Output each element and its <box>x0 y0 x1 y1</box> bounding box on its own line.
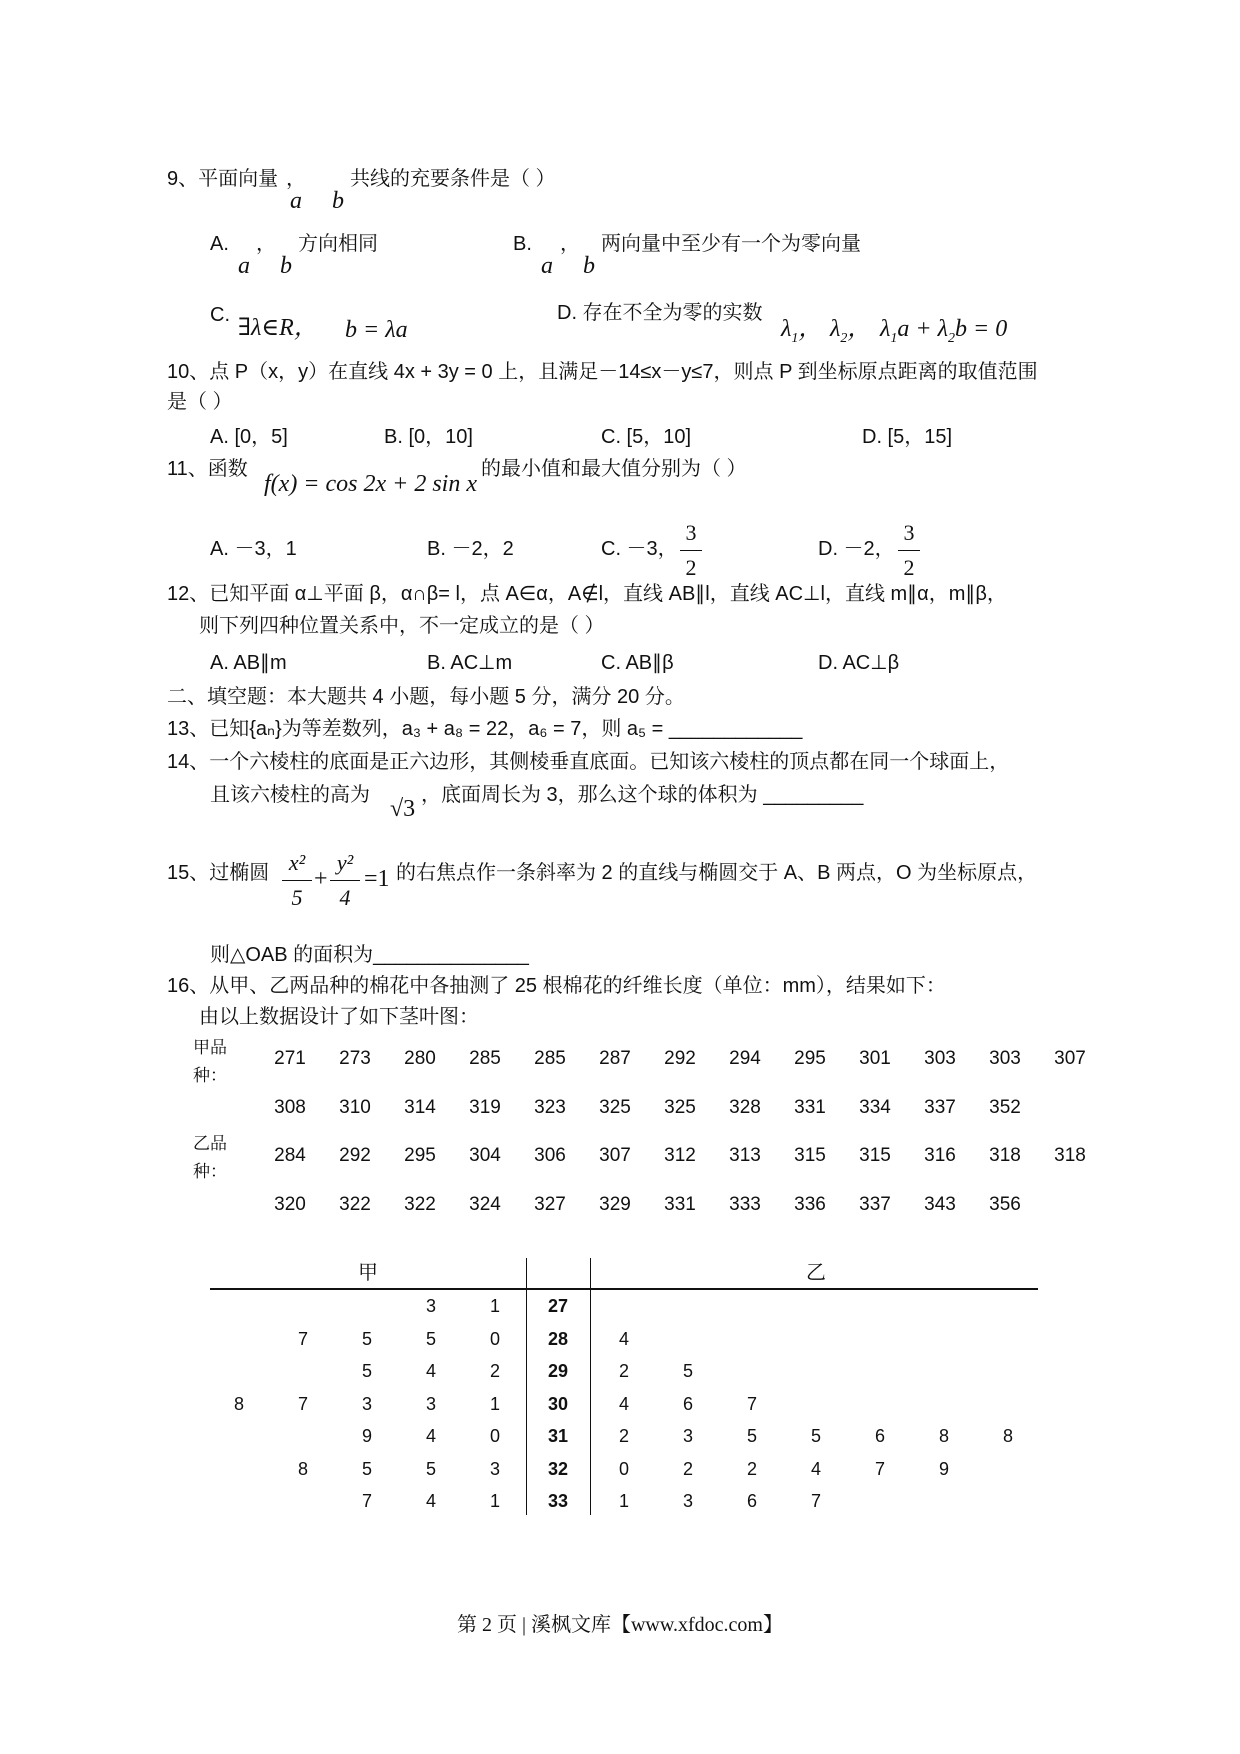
q10-option-b: B. [0，10] <box>384 426 473 448</box>
q16-jia-label: 甲品 种： <box>193 1038 227 1085</box>
q16-data-cell: 280 <box>404 1048 436 1069</box>
stemleaf-stem: 31 <box>547 1426 569 1446</box>
q15-equals-one: =1 <box>364 866 390 892</box>
q9-option-a-label: A. <box>210 233 229 255</box>
stemleaf-left-leaf: 7 <box>297 1328 308 1349</box>
stemleaf-header-rule <box>210 1288 1038 1290</box>
q9-option-b-vec-b: b <box>583 253 595 279</box>
q9-comma: ， <box>286 168 306 190</box>
stemleaf-right-leaf: 8 <box>1002 1426 1013 1446</box>
stemleaf-right-leaf: 7 <box>810 1491 821 1511</box>
q16-data-cell: 294 <box>729 1048 761 1069</box>
q11-option-c-fraction: 3 2 <box>680 520 702 581</box>
q9-option-a-vec-a: a <box>238 253 250 279</box>
stemleaf-stem: 32 <box>547 1458 569 1479</box>
q16-data-cell: 327 <box>534 1194 566 1215</box>
q16-data-cell: 337 <box>859 1194 891 1215</box>
q15-stem: 15、过椭圆 <box>167 862 270 884</box>
stemleaf-right-leaf: 5 <box>810 1426 821 1446</box>
stemleaf-right-leaf: 2 <box>618 1426 629 1446</box>
stemleaf-left-leaf: 5 <box>425 1458 436 1479</box>
q9-option-b-label: B. <box>513 233 532 255</box>
stemleaf-right-leaf: 2 <box>746 1458 757 1479</box>
q16-data-cell: 307 <box>599 1145 631 1166</box>
q16-data-cell: 322 <box>339 1194 371 1215</box>
stemleaf-right-leaf: 0 <box>618 1458 629 1479</box>
q14-stem-line2a: 且该六棱柱的高为 <box>210 784 370 806</box>
q9-option-a-comma: ， <box>256 233 276 255</box>
stemleaf-right-leaf: 8 <box>938 1426 949 1446</box>
q16-data-cell: 313 <box>729 1145 761 1166</box>
stemleaf-left-leaf: 7 <box>297 1393 308 1414</box>
q16-data-cell: 319 <box>469 1097 501 1118</box>
q11-option-c: C. －3， <box>601 538 678 560</box>
q16-data-cell: 318 <box>989 1145 1021 1166</box>
q11-stem-tail: 的最小值和最大值分别为（ ） <box>481 458 747 480</box>
stemleaf-stem: 30 <box>547 1393 569 1414</box>
q9-option-c-math2: b = λa <box>345 317 408 343</box>
q15-stem-line2: 则△OAB 的面积为______________ <box>210 944 529 966</box>
q9-option-a-text: 方向相同 <box>298 233 378 255</box>
q11-stem: 11、函数 <box>167 458 248 480</box>
q11-option-d-fraction: 3 2 <box>898 520 920 581</box>
q16-data-cell: 323 <box>534 1097 566 1118</box>
stemleaf-right-leaf: 6 <box>746 1491 757 1511</box>
stemleaf-right-leaf: 7 <box>874 1458 885 1479</box>
q9-option-d-equation: $\lambda_1a + \lambda_2b = 0$ <box>880 316 1008 346</box>
page-footer: 第 2 页 | 溪枫文库【www.xfdoc.com】 <box>456 1614 783 1636</box>
q16-yi-label: 乙品 种： <box>193 1134 227 1181</box>
stemleaf-left-leaf: 1 <box>489 1296 500 1316</box>
q10-stem-line1: 10、点 P（x，y）在直线 4x + 3y = 0 上，且满足－14≤x－y≤7，则点 P 到坐标原点距离的取值范围 <box>167 361 1038 383</box>
q16-data-cell: 325 <box>664 1097 696 1118</box>
q10-option-d: D. [5，15] <box>862 426 953 448</box>
q9-option-c-label: C. <box>210 304 230 326</box>
q16-data-cell: 334 <box>859 1097 891 1118</box>
q12-option-c: C. AB∥β <box>601 652 674 674</box>
q16-stem-line2: 由以上数据设计了如下茎叶图： <box>199 1006 479 1028</box>
q16-data-cell: 324 <box>469 1194 501 1215</box>
stemleaf-left-leaf: 3 <box>425 1393 436 1414</box>
stemleaf-right-leaf: 4 <box>810 1458 821 1479</box>
stemleaf-left-leaf: 4 <box>425 1426 436 1446</box>
stemleaf-left-leaf: 5 <box>361 1361 372 1381</box>
q16-data-cell: 336 <box>794 1194 826 1215</box>
q12-option-a: A. AB∥m <box>210 652 287 674</box>
q16-data-cell: 315 <box>794 1145 826 1166</box>
q14-stem-line2b: ，底面周长为 3，那么这个球的体积为 _________ <box>421 784 864 806</box>
stemleaf-right-leaf: 2 <box>682 1458 693 1479</box>
q16-data-cell: 315 <box>859 1145 891 1166</box>
q16-data-cell: 314 <box>404 1097 436 1118</box>
q16-data-cell: 295 <box>404 1145 436 1166</box>
stemleaf-left-leaf: 1 <box>489 1491 500 1511</box>
q9-option-d-lambda1: $\lambda_1$， <box>781 316 823 346</box>
q12-option-d: D. AC⊥β <box>818 652 900 674</box>
stemleaf-right-leaf: 6 <box>874 1426 885 1446</box>
stemleaf-left-leaf: 5 <box>361 1458 372 1479</box>
q9-option-b-comma: ， <box>560 233 580 255</box>
stemleaf-left-leaf: 0 <box>489 1426 500 1446</box>
q9-option-d-lambda2: $\lambda_2$， <box>830 316 872 346</box>
stemleaf-left-leaf: 4 <box>425 1491 436 1511</box>
stemleaf-stem: 27 <box>547 1296 569 1316</box>
stemleaf-right-leaf: 5 <box>746 1426 757 1446</box>
stemleaf-right-leaf: 7 <box>746 1393 757 1414</box>
q16-data-cell: 331 <box>794 1097 826 1118</box>
q10-option-a: A. [0，5] <box>210 426 288 448</box>
q16-data-cell: 285 <box>534 1048 566 1069</box>
q12-stem-line1: 12、已知平面 α⊥平面 β，α∩β= l，点 A∈α，A∉l，直线 AB∥l，直线 AC⊥l，直线 m∥α，m∥β， <box>167 583 1007 605</box>
stemleaf-left-leaf: 4 <box>425 1361 436 1381</box>
q16-data-cell: 318 <box>1054 1145 1086 1166</box>
stemleaf-left-leaf: 9 <box>361 1426 372 1446</box>
q15-fraction-x: x² 5 <box>282 850 312 911</box>
stemleaf-right-leaf: 3 <box>682 1426 693 1446</box>
q16-data-cell: 329 <box>599 1194 631 1215</box>
q16-data-cell: 316 <box>924 1145 956 1166</box>
stemleaf-right-divider <box>590 1258 591 1515</box>
q16-data-cell: 292 <box>339 1145 371 1166</box>
stemleaf-left-divider <box>526 1258 527 1515</box>
q11-option-d: D. －2， <box>818 538 895 560</box>
stemleaf-right-header: 乙 <box>806 1262 826 1284</box>
stemleaf-stem: 29 <box>547 1361 569 1381</box>
stemleaf-left-leaf: 3 <box>489 1458 500 1479</box>
stemleaf-left-leaf: 8 <box>233 1393 244 1414</box>
q16-data-cell: 333 <box>729 1194 761 1215</box>
q13-text: 13、已知{aₙ}为等差数列，a₃ + a₈ = 22，a₆ = 7，则 a₅ = ____________ <box>167 718 803 740</box>
q10-option-c: C. [5，10] <box>601 426 692 448</box>
q16-stem-line1: 16、从甲、乙两品种的棉花中各抽测了 25 根棉花的纤维长度（单位：mm），结果如下： <box>167 975 946 997</box>
q15-plus: + <box>314 866 328 892</box>
q9-stem: 9、平面向量 <box>167 168 279 190</box>
q16-data-cell: 292 <box>664 1048 696 1069</box>
q16-data-cell: 322 <box>404 1194 436 1215</box>
stemleaf-right-leaf: 4 <box>618 1328 629 1349</box>
stemleaf-left-leaf: 7 <box>361 1491 372 1511</box>
q9-option-d-label: D. 存在不全为零的实数 <box>557 302 763 324</box>
q16-data-cell: 352 <box>989 1097 1021 1118</box>
q16-data-cell: 331 <box>664 1194 696 1215</box>
q16-data-cell: 284 <box>274 1145 306 1166</box>
stemleaf-stem: 33 <box>547 1491 569 1511</box>
stemleaf-stem: 28 <box>547 1328 569 1349</box>
q14-stem-line1: 14、一个六棱柱的底面是正六边形，其侧棱垂直底面。已知该六棱柱的顶点都在同一个球面上， <box>167 751 1010 773</box>
section-2-heading: 二、填空题：本大题共 4 小题，每小题 5 分，满分 20 分。 <box>167 686 685 708</box>
q12-option-b: B. AC⊥m <box>427 652 513 674</box>
stemleaf-left-leaf: 3 <box>425 1296 436 1316</box>
q16-data-cell: 287 <box>599 1048 631 1069</box>
q9-option-b-vec-a: a <box>541 253 553 279</box>
q16-data-cell: 306 <box>534 1145 566 1166</box>
stemleaf-right-leaf: 2 <box>618 1361 629 1381</box>
stemleaf-right-leaf: 4 <box>618 1393 629 1414</box>
q16-data-cell: 320 <box>274 1194 306 1215</box>
q16-data-cell: 328 <box>729 1097 761 1118</box>
q16-data-cell: 271 <box>274 1048 306 1069</box>
q16-data-cell: 356 <box>989 1194 1021 1215</box>
q9-vector-a: a <box>290 188 302 214</box>
q16-data-cell: 310 <box>339 1097 371 1118</box>
q14-sqrt3: √3 <box>390 796 416 822</box>
q16-data-cell: 301 <box>859 1048 891 1069</box>
q9-option-a-vec-b: b <box>280 253 292 279</box>
stemleaf-left-leaf: 1 <box>489 1393 500 1414</box>
q10-stem-line2: 是（ ） <box>167 391 233 413</box>
q16-data-cell: 312 <box>664 1145 696 1166</box>
q16-data-cell: 303 <box>924 1048 956 1069</box>
q15-stem-tail: 的右焦点作一条斜率为 2 的直线与椭圆交于 A、B 两点，O 为坐标原点， <box>396 862 1038 884</box>
q16-data-cell: 307 <box>1054 1048 1086 1069</box>
stemleaf-right-leaf: 1 <box>618 1491 629 1511</box>
stemleaf-left-leaf: 8 <box>297 1458 308 1479</box>
q9-option-b-text: 两向量中至少有一个为零向量 <box>601 233 861 255</box>
q16-data-cell: 325 <box>599 1097 631 1118</box>
q11-formula: f(x) = cos 2x + 2 sin x <box>264 471 477 497</box>
stemleaf-right-leaf: 6 <box>682 1393 693 1414</box>
q16-data-cell: 273 <box>339 1048 371 1069</box>
q16-data-cell: 337 <box>924 1097 956 1118</box>
q16-data-cell: 308 <box>274 1097 306 1118</box>
stemleaf-left-header: 甲 <box>358 1262 378 1284</box>
q16-data-cell: 343 <box>924 1194 956 1215</box>
q12-stem-line2: 则下列四种位置关系中，不一定成立的是（ ） <box>199 615 605 637</box>
stemleaf-left-leaf: 5 <box>425 1328 436 1349</box>
q16-data-cell: 304 <box>469 1145 501 1166</box>
stemleaf-right-leaf: 9 <box>938 1458 949 1479</box>
q9-vector-b: b <box>332 188 344 214</box>
q15-fraction-y: y² 4 <box>330 850 360 911</box>
stemleaf-left-leaf: 5 <box>361 1328 372 1349</box>
q9-option-c-math1: ∃λ∈R， <box>238 315 318 341</box>
q16-data-cell: 303 <box>989 1048 1021 1069</box>
q16-data-cell: 295 <box>794 1048 826 1069</box>
q11-option-b: B. －2，2 <box>427 538 514 560</box>
stemleaf-left-leaf: 2 <box>489 1361 500 1381</box>
q16-data-cell: 285 <box>469 1048 501 1069</box>
stemleaf-right-leaf: 3 <box>682 1491 693 1511</box>
stemleaf-left-leaf: 0 <box>489 1328 500 1349</box>
q9-stem-tail: 共线的充要条件是（ ） <box>350 168 556 190</box>
stemleaf-left-leaf: 3 <box>361 1393 372 1414</box>
q11-option-a: A. －3，1 <box>210 538 297 560</box>
stemleaf-right-leaf: 5 <box>682 1361 693 1381</box>
